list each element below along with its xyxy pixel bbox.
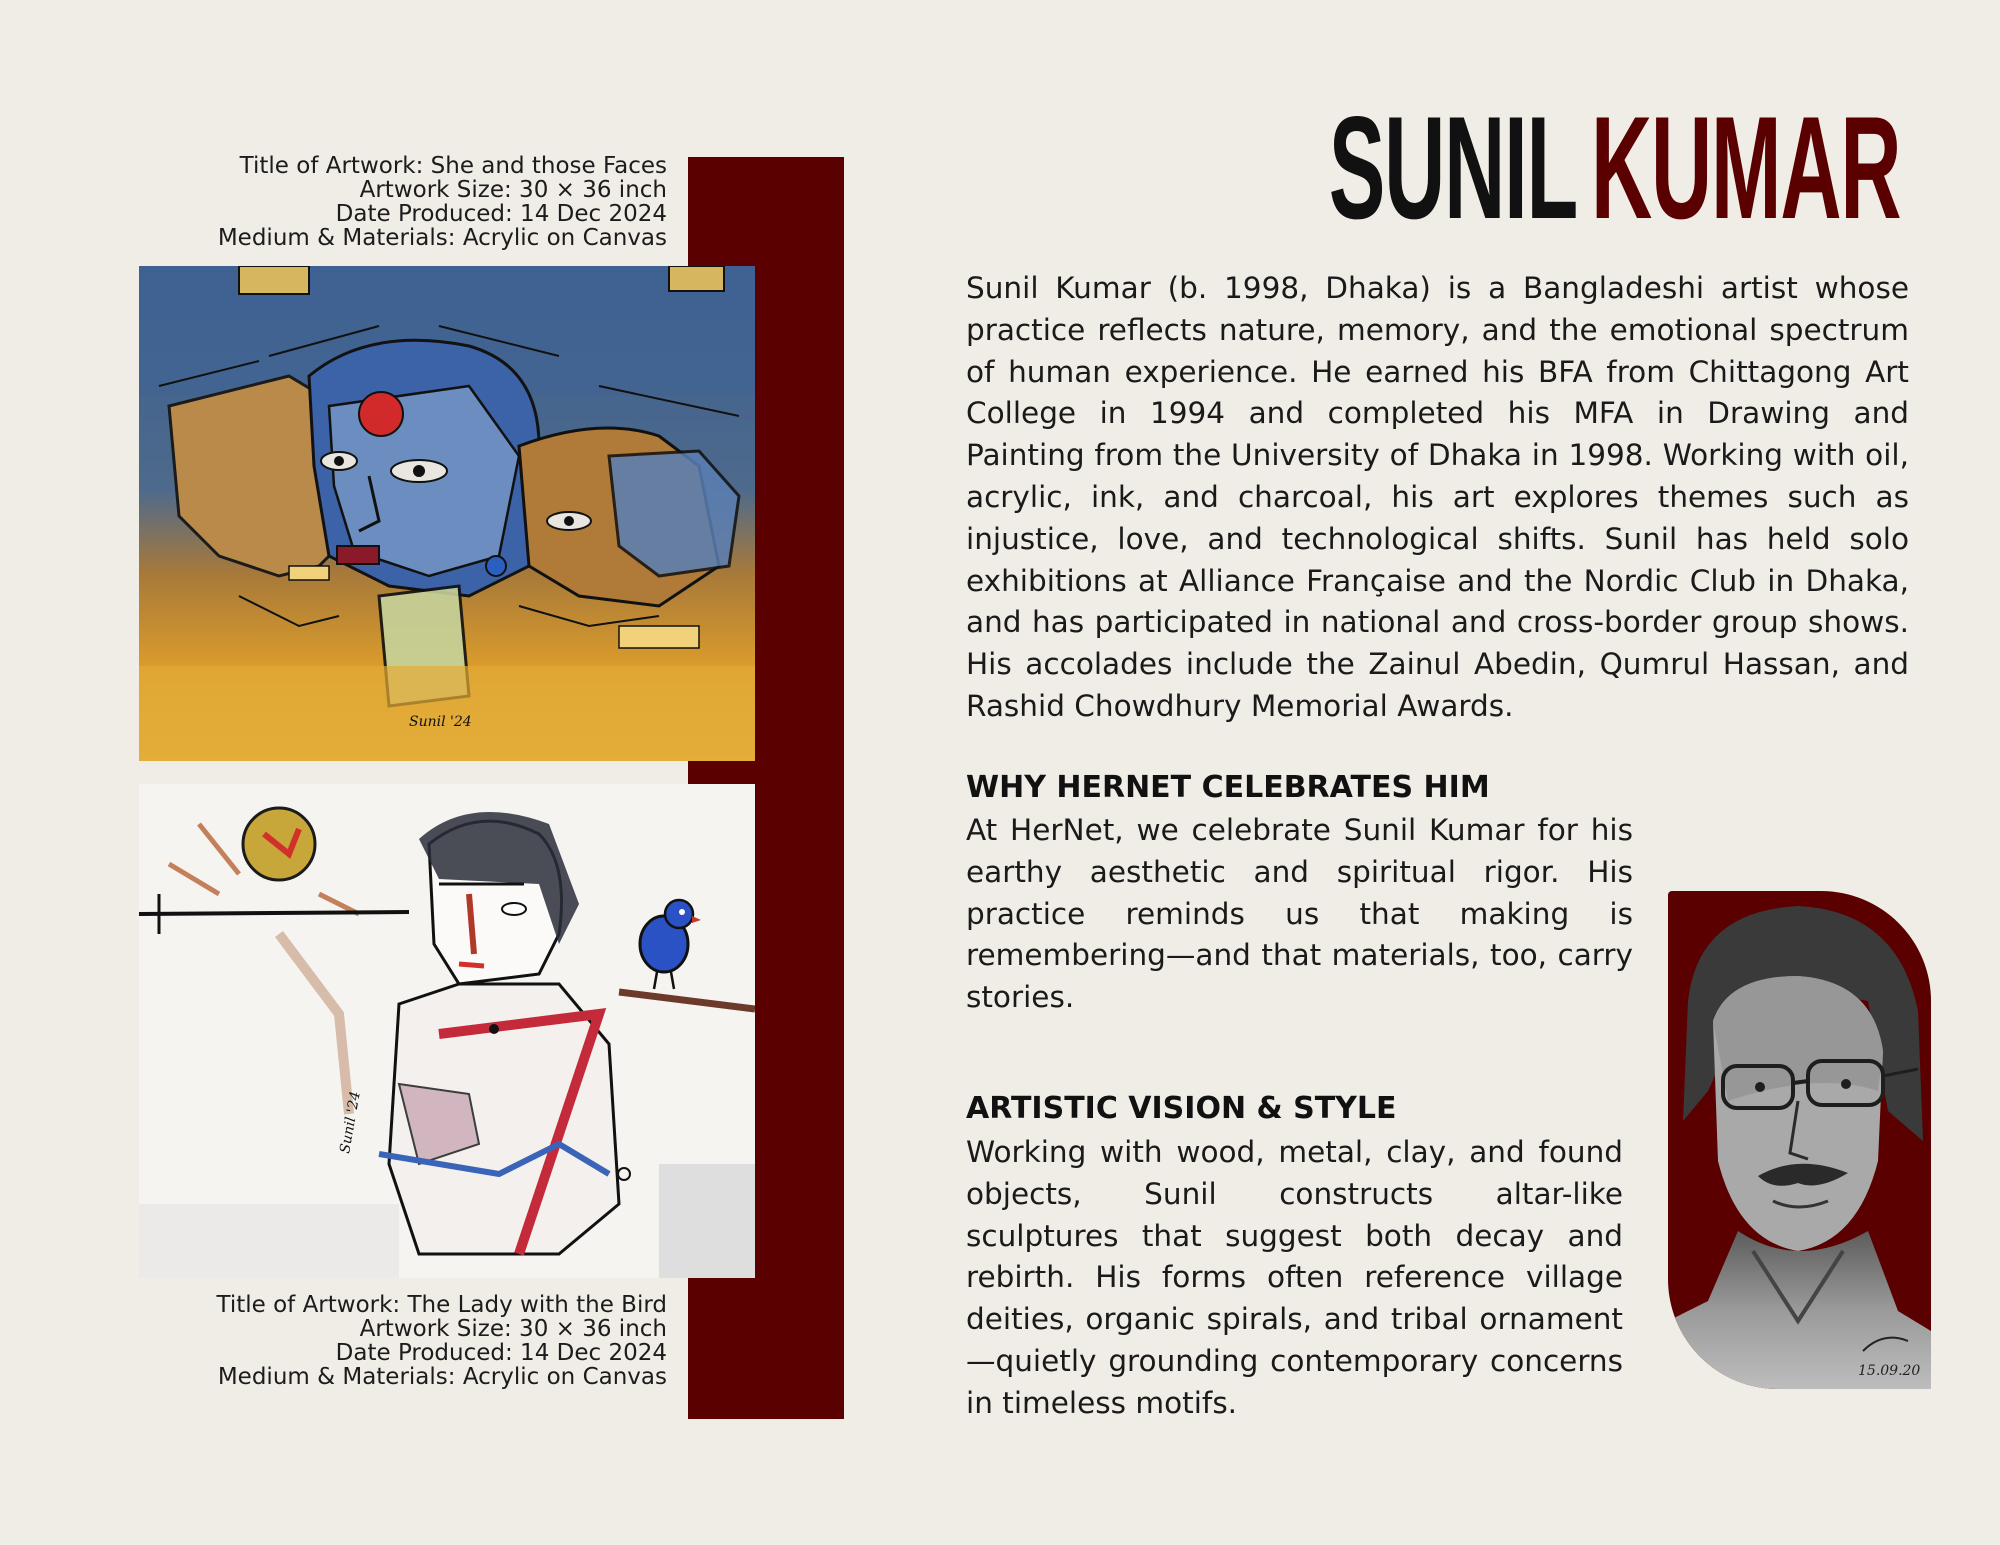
artwork-signature: Sunil '24 [409, 714, 472, 730]
section-body-artistic-vision: Working with wood, metal, clay, and found objects, Sunil constructs altar-like sculptures that suggest both decay and rebirth. His forms often reference village deities, organic spirals, and tribal ornament—quietly grounding contemporary concerns in timeless motifs. [966, 1135, 1623, 1420]
section-body-why-hernet: At HerNet, we celebrate Sunil Kumar for his earthy aesthetic and spiritual rigor. His practice reminds us that making is remembering—and that materials, too, carry stories. [966, 813, 1633, 1015]
artwork-medium: Medium & Materials: Acrylic on Canvas [217, 225, 667, 251]
section-heading-artistic-vision: ARTISTIC VISION & STYLE [966, 1091, 1397, 1126]
artwork-title: Title of Artwork: The Lady with the Bird [216, 1292, 667, 1318]
artist-first-name: SUNIL [1328, 86, 1577, 249]
artwork-size: Artwork Size: 30 × 36 inch [359, 177, 667, 203]
artwork-image-lady-bird [139, 784, 755, 1278]
artist-bio: Sunil Kumar (b. 1998, Dhaka) is a Bangladeshi artist whose practice reflects nature, memory, and the emotional spectrum of human experience. He earned his BFA from Chittagong Art College in 1994 and completed his MFA in Drawing and Painting from the University of Dhaka in 1998. Working with oil, acrylic, ink, and charcoal, his art explores themes such as injustice, love, and technological shifts. Sunil has held solo exhibitions at Alliance Française and the Nordic Club in Dhaka, and has participated in national and cross-border group shows. His accolades include the Zainul Abedin, Qumrul Hassan, and Rashid Chowdhury Memorial Awards. [966, 271, 1909, 723]
artwork-caption-1 [150, 154, 667, 250]
artist-last-name: KUMAR [1590, 86, 1900, 249]
artist-portrait [1668, 891, 1931, 1389]
artwork-date: Date Produced: 14 Dec 2024 [335, 201, 667, 227]
artwork-size: Artwork Size: 30 × 36 inch [359, 1316, 667, 1342]
artwork-signature: Sunil '24 [337, 1090, 364, 1155]
artist-name-heading [1328, 88, 1900, 248]
artwork-medium: Medium & Materials: Acrylic on Canvas [217, 1364, 667, 1390]
artwork-date: Date Produced: 14 Dec 2024 [335, 1340, 667, 1366]
portrait-date-inscription: 15.09.20 [1858, 1363, 1921, 1379]
artwork-title: Title of Artwork: She and those Faces [239, 153, 667, 179]
artwork-image-faces [139, 266, 755, 761]
section-heading-why-hernet: WHY HERNET CELEBRATES HIM [966, 770, 1490, 805]
artwork-caption-2 [150, 1293, 667, 1389]
